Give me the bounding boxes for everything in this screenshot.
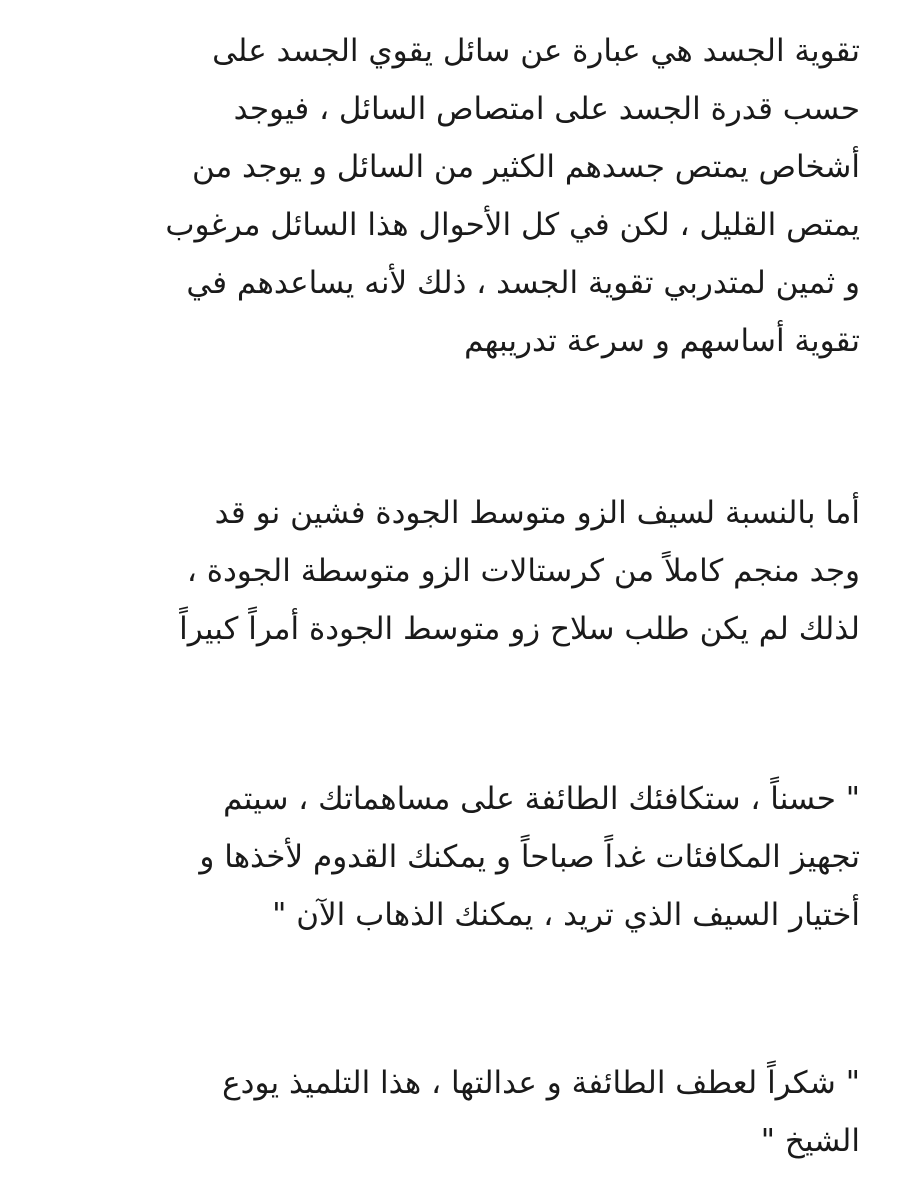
text-line: تقوية أساسهم و سرعة تدريبهم — [464, 323, 860, 359]
paragraph-dialogue-thanks — [52, 1054, 860, 1170]
paragraph-sword-request — [52, 484, 860, 658]
text-line: أختيار السيف الذي تريد ، يمكنك الذهاب الآن " — [272, 897, 860, 933]
text-line: " حسناً ، ستكافئك الطائفة على مساهماتك ، سيتم — [223, 781, 860, 817]
paragraph-body-refinement — [52, 22, 860, 370]
text-line: تجهيز المكافئات غداً صباحاً و يمكنك القدوم لأخذها و — [199, 839, 860, 875]
text-line: و ثمين لمتدربي تقوية الجسد ، ذلك لأنه يساعدهم في — [186, 265, 860, 301]
text-line: حسب قدرة الجسد على امتصاص السائل ، فيوجد — [233, 91, 860, 127]
text-line: يمتص القليل ، لكن في كل الأحوال هذا السائل مرغوب — [165, 207, 860, 243]
paragraph-dialogue-reward — [52, 770, 860, 944]
text-line: أشخاص يمتص جسدهم الكثير من السائل و يوجد من — [191, 149, 860, 185]
text-line: وجد منجم كاملاً من كرستالات الزو متوسطة الجودة ، — [186, 553, 860, 589]
text-line: الشيخ " — [760, 1123, 860, 1159]
text-line: لذلك لم يكن طلب سلاح زو متوسط الجودة أمراً كبيراً — [179, 611, 860, 647]
text-line: " شكراً لعطف الطائفة و عدالتها ، هذا التلميذ يودع — [222, 1065, 860, 1101]
text-line: تقوية الجسد هي عبارة عن سائل يقوي الجسد على — [212, 33, 860, 69]
text-line: أما بالنسبة لسيف الزو متوسط الجودة فشين نو قد — [214, 495, 860, 531]
